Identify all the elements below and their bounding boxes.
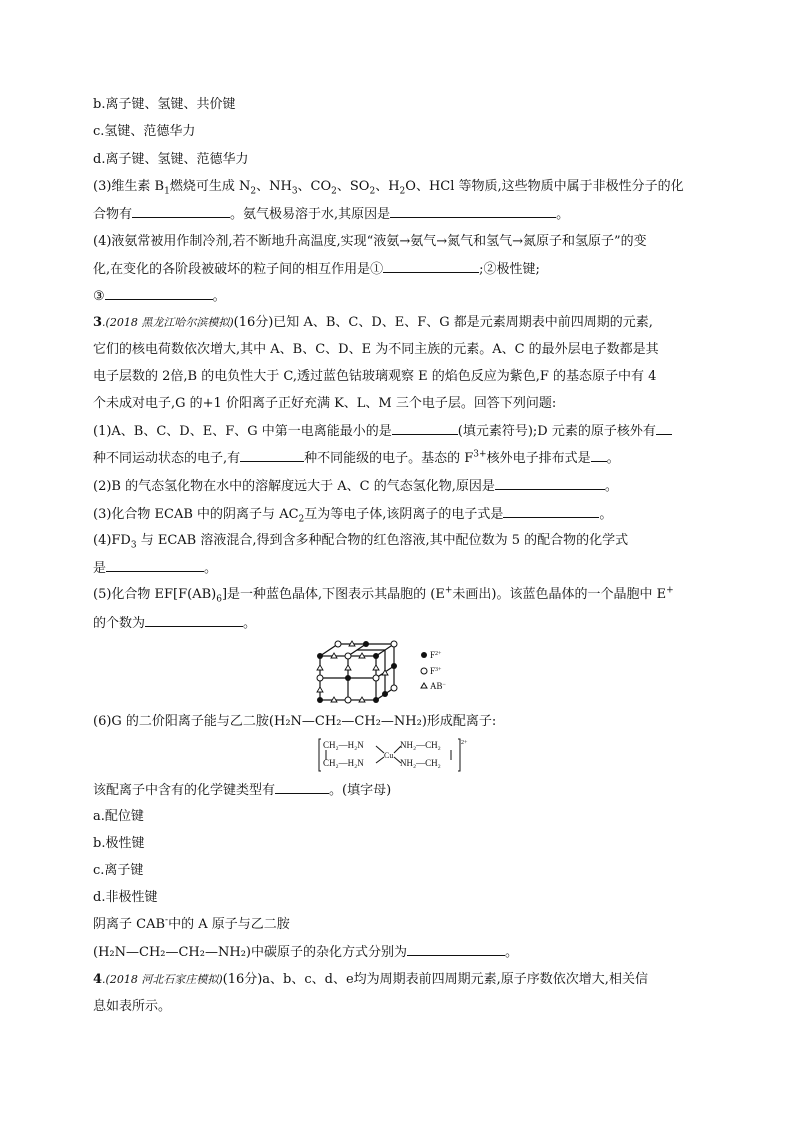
- option-b-line: b.离子键、氢键、共价键: [93, 97, 236, 112]
- q3-5-line: (5)化合物 $EF[F(AB)_6]$是一种蓝色晶体,下图表示其晶胞的 (E+未画出)。该蓝色晶体的一个晶胞中 E+: [93, 585, 674, 605]
- q3-4-line2: 是 。: [93, 561, 218, 576]
- question-3-header: 3.(2018 黑龙江哈尔滨模拟)(16分)已知 A、B、C、D、E、F、G 都是元素周期表中前四周期的元素,: [93, 315, 653, 330]
- option-a-line: a.配位键: [93, 809, 144, 824]
- answer-blank[interactable]: [240, 449, 304, 462]
- q2-4-line3: ③ 。: [93, 289, 226, 304]
- q3-6-line2: 该配离子中含有的化学键类型有 。(填字母): [93, 783, 392, 798]
- q3-1-line: (1)A、B、C、D、E、F、G 中第一电离能最小的是 (填元素符号);D 元素的原子核外有: [93, 422, 672, 441]
- option-c-line: c.离子键: [93, 863, 144, 878]
- svg-text:CH₂—H₂N: CH₂—H₂N: [323, 758, 364, 768]
- answer-blank[interactable]: [275, 781, 329, 794]
- q2-3-line: (3)维生素 $B_1$燃烧可生成 $N_2$、$NH_3$、$CO_2$、$SO_2$、$H_2O$、HCl 等物质,这些物质中属于非极性分子的化: [93, 179, 684, 197]
- question-4-header: 4.(2018 河北石家庄模拟)(16分)a、b、c、d、e均为周期表前四周期元素,原子序数依次增大,相关信: [93, 972, 648, 987]
- answer-blank[interactable]: [407, 943, 505, 956]
- figure-legend: [421, 650, 447, 691]
- q3-5-line2: 的个数为 。: [93, 616, 257, 631]
- legend-open-circle: [421, 668, 427, 674]
- option-c-line: c.氢键、范德华力: [93, 124, 196, 139]
- option-d-line: d.离子键、氢键、范德华力: [93, 152, 249, 167]
- answer-blank[interactable]: [503, 505, 599, 518]
- q3-6-line3: 阴离子 CAB-中的 A 原子与乙二胺: [93, 915, 290, 932]
- answer-blank[interactable]: [591, 449, 607, 462]
- q3-4-line: $(4)FD_3$ 与 ECAB 溶液混合,得到含多种配合物的红色溶液,其中配位数为 5 的配合物的化学式: [93, 533, 629, 551]
- q3-text-line: 电子层数的 2倍,B 的电负性大于 C,透过蓝色钴玻璃观察 E 的焰色反应为紫色,F 的基态原子中有 4: [93, 369, 657, 384]
- q3-text-line: 它们的核电荷数依次增大,其中 A、B、C、D、E 为不同主族的元素。A、C 的最外层电子数都是其: [93, 342, 659, 357]
- answer-blank[interactable]: [390, 205, 556, 218]
- legend-triangle: [421, 683, 427, 688]
- svg-text:NH₂—CH₂: NH₂—CH₂: [400, 740, 441, 750]
- q3-text-line: 个未成对电子,G 的+1 价阳离子正好充满 K、L、M 三个电子层。回答下列问题:: [93, 396, 557, 411]
- q3-3-line: (3)化合物 ECAB 中的阴离子与 $AC_2$互为等电子体,该阴离子的电子式是 。: [93, 507, 613, 525]
- q2-4-line: (4)液氨常被用作制冷剂,若不断地升高温度,实现“液氨→氨气→氮气和氢气→氮原子和氢原子”的变: [93, 234, 647, 249]
- answer-blank[interactable]: [106, 559, 204, 572]
- answer-blank[interactable]: [145, 614, 243, 627]
- option-d-line: d.非极性键: [93, 890, 158, 905]
- answer-blank[interactable]: [132, 205, 230, 218]
- q2-4-line2: 化,在变化的各阶段被破坏的粒子间的相互作用是① ;②极性键;: [93, 262, 540, 277]
- answer-blank[interactable]: [656, 422, 672, 435]
- crystal-cell-figure: [312, 640, 492, 706]
- q4-text-line: 息如表所示。: [93, 999, 172, 1014]
- svg-text:Cu: Cu: [384, 751, 394, 760]
- answer-blank[interactable]: [392, 422, 458, 435]
- q3-6-line4: (H₂N—CH₂—CH₂—NH₂)中碳原子的杂化方式分别为 。: [93, 945, 518, 960]
- q3-6-line: (6)G 的二价阳离子能与乙二胺(H₂N—CH₂—CH₂—NH₂)形成配离子:: [93, 714, 497, 729]
- svg-text:CH₂—H₂N: CH₂—H₂N: [323, 740, 364, 750]
- answer-blank[interactable]: [105, 287, 213, 300]
- svg-text:F2+: $F^{2+}$: [430, 650, 442, 660]
- answer-blank[interactable]: [495, 477, 605, 490]
- svg-text:F3+: $F^{3+}$: [430, 666, 442, 676]
- q3-1-line2: 种不同运动状态的电子,有 种不同能级的电子。基态的 $F^{3+}$核外电子排布式是 。: [93, 449, 620, 466]
- q3-2-line: (2)B 的气态氢化物在水中的溶解度远大于 A、C 的气态氢化物,原因是 。: [93, 479, 618, 494]
- answer-blank[interactable]: [383, 260, 479, 273]
- svg-text:2+: 2+: [461, 740, 468, 746]
- svg-text:NH₂—CH₂: NH₂—CH₂: [400, 758, 441, 768]
- option-b-line: b.极性键: [93, 836, 145, 851]
- q2-3-line2: 合物有 。氨气极易溶于水,其原因是 。: [93, 207, 570, 222]
- complex-ion-formula: [318, 736, 468, 774]
- svg-text:AB−: AB−: [430, 681, 446, 691]
- legend-filled-circle: [421, 652, 427, 658]
